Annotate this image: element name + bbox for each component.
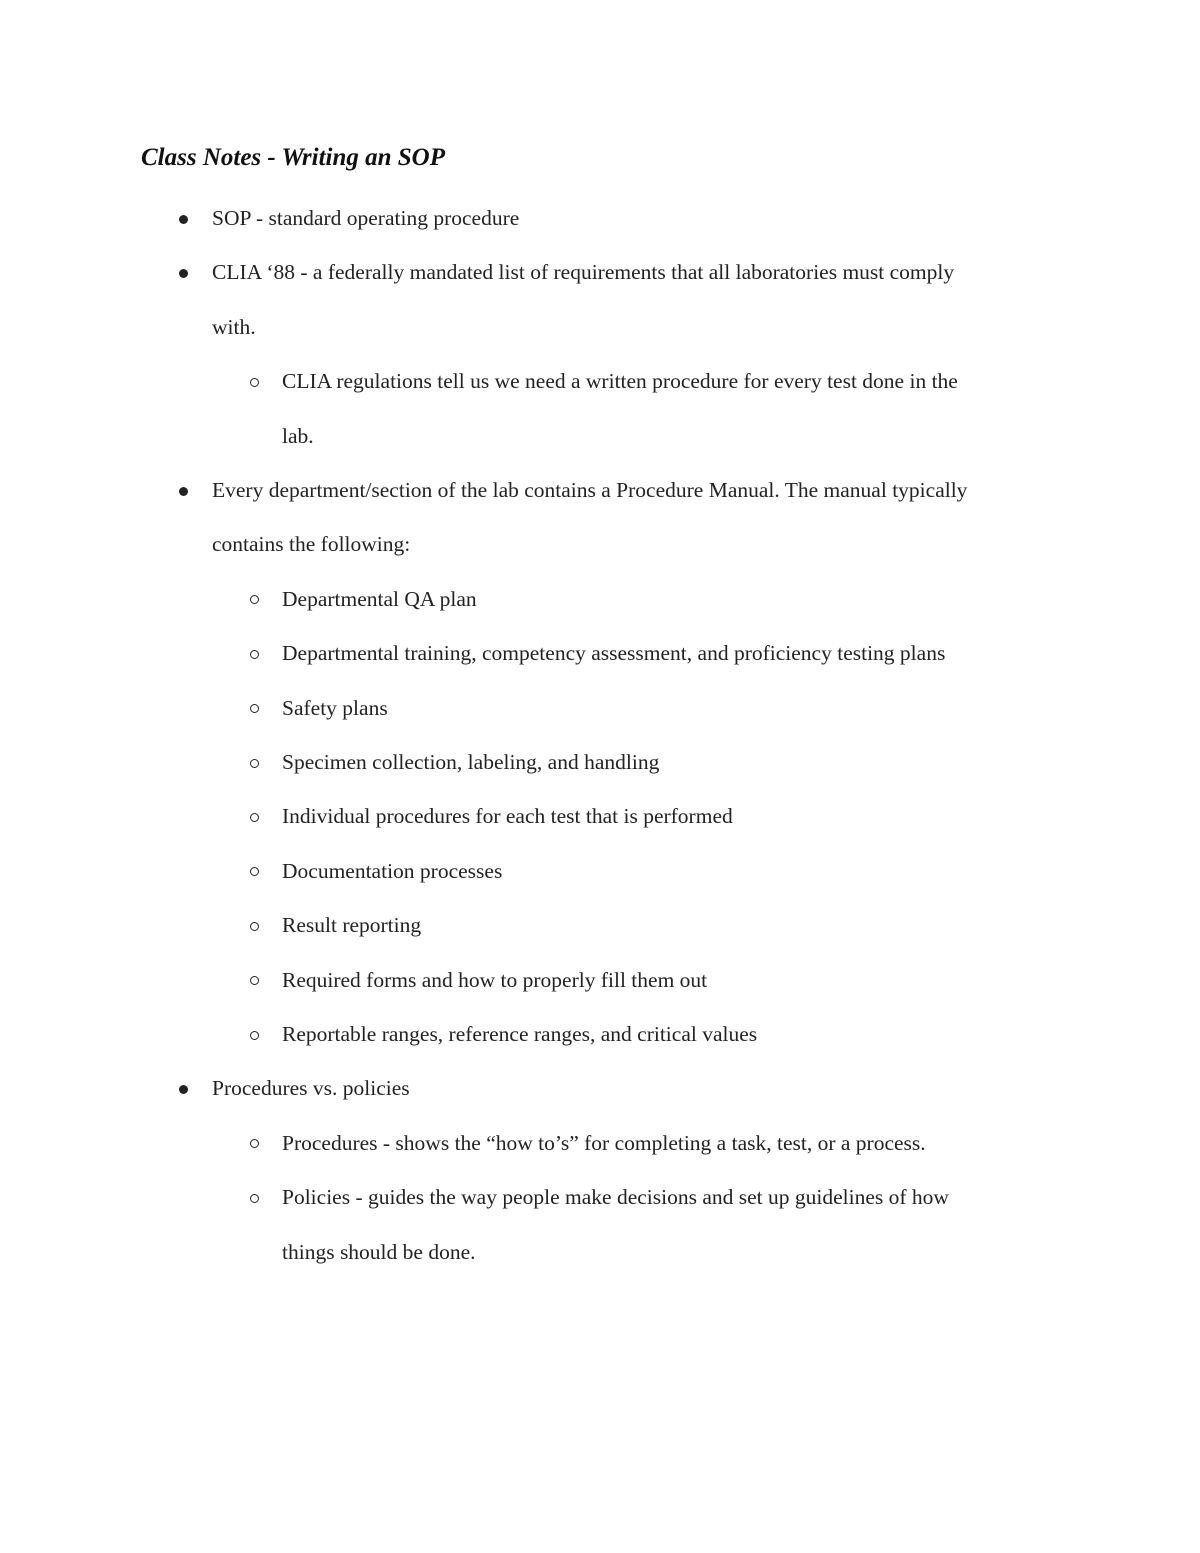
bullet-text-line: CLIA regulations tell us we need a written procedure for every test done in the: [282, 369, 958, 394]
bullet-text-line: Result reporting: [282, 913, 422, 938]
bullet-circle-icon: [250, 976, 259, 985]
bullet-text-line: CLIA ‘88 - a federally mandated list of requirements that all laboratories must comply: [212, 260, 955, 285]
bullet-dot-icon: [179, 269, 188, 278]
bullet-circle-icon: [250, 922, 259, 931]
bullet-circle-icon: [250, 813, 259, 822]
bullet-circle-icon: [250, 650, 259, 659]
bullet-circle-icon: [250, 378, 259, 387]
bullet-text-line: Reportable ranges, reference ranges, and critical values: [282, 1022, 758, 1046]
bullet-text-line: Procedures - shows the “how to’s” for completing a task, test, or a process.: [282, 1130, 926, 1155]
bullet-text-line: Individual procedures for each test that is performed: [282, 804, 733, 829]
bullet-circle-icon: [250, 595, 259, 604]
bullet-circle-icon: [250, 704, 259, 713]
page-title: Class Notes - Writing an SOP: [141, 144, 446, 171]
bullet-circle-icon: [250, 1139, 259, 1148]
bullet-circle-icon: [250, 759, 259, 768]
bullet-text-line: Policies - guides the way people make decisions and set up guidelines of how: [282, 1185, 949, 1210]
bullet-text-line: Safety plans: [282, 695, 388, 720]
bullet-text-line: Departmental training, competency assessment, and proficiency testing plans: [282, 641, 946, 666]
bullet-text-line: Specimen collection, labeling, and handling: [282, 750, 660, 774]
bullet-text-line: with.: [212, 314, 256, 339]
bullet-dot-icon: [179, 215, 188, 224]
bullet-text-line: contains the following:: [212, 532, 411, 557]
bullet-circle-icon: [250, 1194, 259, 1203]
bullet-text-line: Every department/section of the lab contains a Procedure Manual. The manual typically: [212, 478, 968, 502]
bullet-circle-icon: [250, 1031, 259, 1040]
bullet-text-line: Departmental QA plan: [282, 586, 477, 611]
bullet-text-line: Procedures vs. policies: [212, 1076, 410, 1101]
bullet-text-line: lab.: [282, 423, 314, 448]
bullet-dot-icon: [179, 1085, 188, 1094]
bullet-text-line: Required forms and how to properly fill them out: [282, 967, 708, 992]
bullet-dot-icon: [179, 487, 188, 496]
bullet-circle-icon: [250, 867, 259, 876]
bullet-text-line: things should be done.: [282, 1239, 476, 1264]
bullet-text-line: SOP - standard operating procedure: [212, 206, 520, 230]
bullet-text-line: Documentation processes: [282, 858, 503, 883]
